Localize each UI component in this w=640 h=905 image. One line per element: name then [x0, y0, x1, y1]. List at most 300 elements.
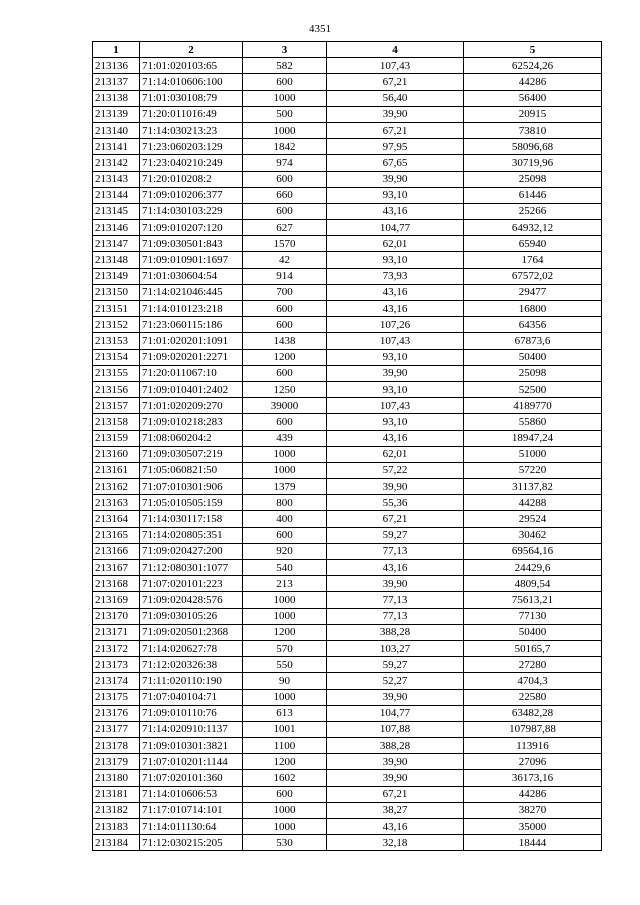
table-row — [93, 705, 602, 721]
value-cell: 64932,12 — [464, 220, 602, 236]
table-row — [93, 106, 602, 122]
rate-cell: 59,27 — [327, 527, 464, 543]
column-header: 5 — [464, 42, 602, 58]
rate-cell: 43,16 — [327, 284, 464, 300]
value-cell: 44286 — [464, 74, 602, 90]
rate-cell: 43,16 — [327, 203, 464, 219]
record-number-cell: 213145 — [93, 203, 140, 219]
record-number-cell: 213179 — [93, 754, 140, 770]
table-row — [93, 592, 602, 608]
area-cell: 42 — [243, 252, 327, 268]
cadastral-number-cell: 71:07:010201:1144 — [140, 754, 243, 770]
table-row — [93, 673, 602, 689]
header-row — [93, 42, 602, 58]
area-cell: 600 — [243, 786, 327, 802]
value-cell: 22580 — [464, 689, 602, 705]
area-cell: 600 — [243, 203, 327, 219]
table-row — [93, 236, 602, 252]
record-number-cell: 213177 — [93, 721, 140, 737]
cadastral-number-cell: 71:14:010123:218 — [140, 301, 243, 317]
table-row — [93, 268, 602, 284]
record-number-cell: 213146 — [93, 220, 140, 236]
value-cell: 113916 — [464, 738, 602, 754]
value-cell: 75613,21 — [464, 592, 602, 608]
record-number-cell: 213143 — [93, 171, 140, 187]
table-row — [93, 58, 602, 74]
area-cell: 600 — [243, 414, 327, 430]
record-number-cell: 213178 — [93, 738, 140, 754]
cadastral-number-cell: 71:05:010505:159 — [140, 495, 243, 511]
rate-cell: 107,43 — [327, 398, 464, 414]
area-cell: 600 — [243, 317, 327, 333]
table-row — [93, 560, 602, 576]
record-number-cell: 213184 — [93, 835, 140, 851]
area-cell: 1000 — [243, 608, 327, 624]
table-row — [93, 171, 602, 187]
rate-cell: 43,16 — [327, 301, 464, 317]
area-cell: 613 — [243, 705, 327, 721]
record-number-cell: 213167 — [93, 560, 140, 576]
rate-cell: 67,65 — [327, 155, 464, 171]
table-row — [93, 284, 602, 300]
rate-cell: 55,36 — [327, 495, 464, 511]
table-row — [93, 430, 602, 446]
value-cell: 4704,3 — [464, 673, 602, 689]
cadastral-number-cell: 71:09:010301:3821 — [140, 738, 243, 754]
cadastral-number-cell: 71:14:021046:445 — [140, 284, 243, 300]
record-number-cell: 213140 — [93, 122, 140, 138]
value-cell: 64356 — [464, 317, 602, 333]
area-cell: 439 — [243, 430, 327, 446]
value-cell: 73810 — [464, 122, 602, 138]
cadastral-number-cell: 71:12:080301:1077 — [140, 560, 243, 576]
value-cell: 57220 — [464, 462, 602, 478]
column-header: 2 — [140, 42, 243, 58]
area-cell: 1438 — [243, 333, 327, 349]
record-number-cell: 213158 — [93, 414, 140, 430]
cadastral-number-cell: 71:01:020103:65 — [140, 58, 243, 74]
value-cell: 58096,68 — [464, 139, 602, 155]
rate-cell: 93,10 — [327, 381, 464, 397]
area-cell: 550 — [243, 657, 327, 673]
cadastral-number-cell: 71:09:030507:219 — [140, 446, 243, 462]
cadastral-number-cell: 71:23:060115:186 — [140, 317, 243, 333]
column-header: 1 — [93, 42, 140, 58]
rate-cell: 107,43 — [327, 58, 464, 74]
table-row — [93, 349, 602, 365]
record-number-cell: 213139 — [93, 106, 140, 122]
column-header: 3 — [243, 42, 327, 58]
rate-cell: 57,22 — [327, 462, 464, 478]
record-number-cell: 213138 — [93, 90, 140, 106]
record-number-cell: 213142 — [93, 155, 140, 171]
area-cell: 1000 — [243, 122, 327, 138]
area-cell: 974 — [243, 155, 327, 171]
value-cell: 63482,28 — [464, 705, 602, 721]
area-cell: 1000 — [243, 802, 327, 818]
record-number-cell: 213148 — [93, 252, 140, 268]
value-cell: 1764 — [464, 252, 602, 268]
value-cell: 25266 — [464, 203, 602, 219]
table-row — [93, 479, 602, 495]
record-number-cell: 213166 — [93, 543, 140, 559]
rate-cell: 93,10 — [327, 252, 464, 268]
table-row — [93, 252, 602, 268]
value-cell: 67873,6 — [464, 333, 602, 349]
area-cell: 1000 — [243, 689, 327, 705]
rate-cell: 388,28 — [327, 624, 464, 640]
record-number-cell: 213168 — [93, 576, 140, 592]
table-row — [93, 576, 602, 592]
record-number-cell: 213161 — [93, 462, 140, 478]
table-row — [93, 624, 602, 640]
cadastral-number-cell: 71:14:010606:53 — [140, 786, 243, 802]
area-cell: 600 — [243, 171, 327, 187]
table-row — [93, 608, 602, 624]
value-cell: 65940 — [464, 236, 602, 252]
value-cell: 62524,26 — [464, 58, 602, 74]
table-row — [93, 802, 602, 818]
area-cell: 500 — [243, 106, 327, 122]
rate-cell: 56,40 — [327, 90, 464, 106]
area-cell: 627 — [243, 220, 327, 236]
cadastral-number-cell: 71:14:030213:23 — [140, 122, 243, 138]
area-cell: 582 — [243, 58, 327, 74]
table-row — [93, 398, 602, 414]
record-number-cell: 213163 — [93, 495, 140, 511]
area-cell: 600 — [243, 527, 327, 543]
area-cell: 1842 — [243, 139, 327, 155]
cadastral-number-cell: 71:14:020910:1137 — [140, 721, 243, 737]
value-cell: 29477 — [464, 284, 602, 300]
record-number-cell: 213180 — [93, 770, 140, 786]
value-cell: 30719,96 — [464, 155, 602, 171]
table-row — [93, 754, 602, 770]
record-number-cell: 213182 — [93, 802, 140, 818]
record-number-cell: 213155 — [93, 365, 140, 381]
record-number-cell: 213151 — [93, 301, 140, 317]
cadastral-number-cell: 71:08:060204:2 — [140, 430, 243, 446]
table-row — [93, 835, 602, 851]
cadastral-number-cell: 71:09:020428:576 — [140, 592, 243, 608]
value-cell: 20915 — [464, 106, 602, 122]
rate-cell: 59,27 — [327, 657, 464, 673]
table-row — [93, 689, 602, 705]
value-cell: 67572,02 — [464, 268, 602, 284]
page-number: 4351 — [309, 23, 331, 35]
rate-cell: 67,21 — [327, 511, 464, 527]
rate-cell: 77,13 — [327, 608, 464, 624]
table-body — [93, 58, 602, 851]
cadastral-number-cell: 71:01:030108:79 — [140, 90, 243, 106]
cadastral-number-cell: 71:20:011067:10 — [140, 365, 243, 381]
table-row — [93, 819, 602, 835]
cadastral-number-cell: 71:14:010606:100 — [140, 74, 243, 90]
value-cell: 69564,16 — [464, 543, 602, 559]
rate-cell: 39,90 — [327, 171, 464, 187]
value-cell: 25098 — [464, 365, 602, 381]
table-row — [93, 495, 602, 511]
area-cell: 39000 — [243, 398, 327, 414]
rate-cell: 39,90 — [327, 365, 464, 381]
rate-cell: 43,16 — [327, 560, 464, 576]
record-number-cell: 213172 — [93, 640, 140, 656]
cadastral-number-cell: 71:12:030215:205 — [140, 835, 243, 851]
cadastral-number-cell: 71:14:020805:351 — [140, 527, 243, 543]
value-cell: 50400 — [464, 624, 602, 640]
record-number-cell: 213147 — [93, 236, 140, 252]
value-cell: 56400 — [464, 90, 602, 106]
rate-cell: 67,21 — [327, 122, 464, 138]
cadastral-number-cell: 71:20:011016:49 — [140, 106, 243, 122]
record-number-cell: 213159 — [93, 430, 140, 446]
record-number-cell: 213160 — [93, 446, 140, 462]
value-cell: 44288 — [464, 495, 602, 511]
rate-cell: 107,88 — [327, 721, 464, 737]
area-cell: 600 — [243, 301, 327, 317]
value-cell: 55860 — [464, 414, 602, 430]
area-cell: 1602 — [243, 770, 327, 786]
area-cell: 1000 — [243, 592, 327, 608]
rate-cell: 77,13 — [327, 543, 464, 559]
record-number-cell: 213156 — [93, 381, 140, 397]
table-row — [93, 721, 602, 737]
area-cell: 914 — [243, 268, 327, 284]
value-cell: 25098 — [464, 171, 602, 187]
value-cell: 16800 — [464, 301, 602, 317]
value-cell: 44286 — [464, 786, 602, 802]
record-number-cell: 213171 — [93, 624, 140, 640]
table-row — [93, 220, 602, 236]
rate-cell: 107,43 — [327, 333, 464, 349]
area-cell: 400 — [243, 511, 327, 527]
area-cell: 1200 — [243, 624, 327, 640]
record-number-cell: 213157 — [93, 398, 140, 414]
rate-cell: 77,13 — [327, 592, 464, 608]
cadastral-number-cell: 71:09:020427:200 — [140, 543, 243, 559]
record-number-cell: 213141 — [93, 139, 140, 155]
record-number-cell: 213150 — [93, 284, 140, 300]
cadastral-number-cell: 71:09:010901:1697 — [140, 252, 243, 268]
rate-cell: 39,90 — [327, 770, 464, 786]
record-number-cell: 213164 — [93, 511, 140, 527]
value-cell: 30462 — [464, 527, 602, 543]
area-cell: 1000 — [243, 446, 327, 462]
value-cell: 52500 — [464, 381, 602, 397]
area-cell: 1250 — [243, 381, 327, 397]
cadastral-number-cell: 71:07:020101:360 — [140, 770, 243, 786]
area-cell: 540 — [243, 560, 327, 576]
record-number-cell: 213153 — [93, 333, 140, 349]
value-cell: 50165,7 — [464, 640, 602, 656]
cadastral-number-cell: 71:14:011130:64 — [140, 819, 243, 835]
table-row — [93, 786, 602, 802]
cadastral-number-cell: 71:09:020201:2271 — [140, 349, 243, 365]
cadastral-number-cell: 71:20:010208:2 — [140, 171, 243, 187]
value-cell: 51000 — [464, 446, 602, 462]
value-cell: 24429,6 — [464, 560, 602, 576]
value-cell: 38270 — [464, 802, 602, 818]
table-row — [93, 74, 602, 90]
cadastral-number-cell: 71:09:010206:377 — [140, 187, 243, 203]
cadastral-number-cell: 71:17:010714:101 — [140, 802, 243, 818]
area-cell: 1570 — [243, 236, 327, 252]
cadastral-number-cell: 71:09:010218:283 — [140, 414, 243, 430]
value-cell: 4809,54 — [464, 576, 602, 592]
value-cell: 77130 — [464, 608, 602, 624]
area-cell: 1100 — [243, 738, 327, 754]
area-cell: 660 — [243, 187, 327, 203]
cadastral-number-cell: 71:09:030105:26 — [140, 608, 243, 624]
cadastral-number-cell: 71:12:020326:38 — [140, 657, 243, 673]
cadastral-number-cell: 71:14:020627:78 — [140, 640, 243, 656]
table-row — [93, 527, 602, 543]
cadastral-number-cell: 71:07:020101:223 — [140, 576, 243, 592]
value-cell: 18947,24 — [464, 430, 602, 446]
record-number-cell: 213137 — [93, 74, 140, 90]
record-number-cell: 213165 — [93, 527, 140, 543]
rate-cell: 388,28 — [327, 738, 464, 754]
rate-cell: 97,95 — [327, 139, 464, 155]
cadastral-number-cell: 71:01:020209:270 — [140, 398, 243, 414]
value-cell: 18444 — [464, 835, 602, 851]
rate-cell: 39,90 — [327, 479, 464, 495]
table-row — [93, 657, 602, 673]
record-number-cell: 213174 — [93, 673, 140, 689]
cadastral-number-cell: 71:05:060821:50 — [140, 462, 243, 478]
value-cell: 27280 — [464, 657, 602, 673]
table-row — [93, 317, 602, 333]
value-cell: 107987,88 — [464, 721, 602, 737]
rate-cell: 39,90 — [327, 106, 464, 122]
table-row — [93, 381, 602, 397]
cadastral-number-cell: 71:09:010401:2402 — [140, 381, 243, 397]
table-row — [93, 414, 602, 430]
rate-cell: 38,27 — [327, 802, 464, 818]
rate-cell: 43,16 — [327, 819, 464, 835]
area-cell: 1001 — [243, 721, 327, 737]
rate-cell: 39,90 — [327, 576, 464, 592]
rate-cell: 62,01 — [327, 446, 464, 462]
record-number-cell: 213181 — [93, 786, 140, 802]
table-row — [93, 139, 602, 155]
record-number-cell: 213169 — [93, 592, 140, 608]
value-cell: 50400 — [464, 349, 602, 365]
cadastral-number-cell: 71:01:020201:1091 — [140, 333, 243, 349]
rate-cell: 67,21 — [327, 786, 464, 802]
area-cell: 600 — [243, 74, 327, 90]
area-cell: 600 — [243, 365, 327, 381]
rate-cell: 93,10 — [327, 349, 464, 365]
table-row — [93, 640, 602, 656]
area-cell: 1200 — [243, 754, 327, 770]
cadastral-number-cell: 71:07:040104:71 — [140, 689, 243, 705]
value-cell: 61446 — [464, 187, 602, 203]
rate-cell: 32,18 — [327, 835, 464, 851]
rate-cell: 104,77 — [327, 705, 464, 721]
rate-cell: 67,21 — [327, 74, 464, 90]
table-row — [93, 462, 602, 478]
cadastral-number-cell: 71:09:010207:120 — [140, 220, 243, 236]
area-cell: 530 — [243, 835, 327, 851]
value-cell: 29524 — [464, 511, 602, 527]
column-header: 4 — [327, 42, 464, 58]
area-cell: 1000 — [243, 462, 327, 478]
rate-cell: 39,90 — [327, 754, 464, 770]
record-number-cell: 213136 — [93, 58, 140, 74]
rate-cell: 39,90 — [327, 689, 464, 705]
table-row — [93, 187, 602, 203]
table-row — [93, 446, 602, 462]
record-number-cell: 213173 — [93, 657, 140, 673]
value-cell: 31137,82 — [464, 479, 602, 495]
cadastral-number-cell: 71:01:030604:54 — [140, 268, 243, 284]
table-row — [93, 543, 602, 559]
rate-cell: 107,26 — [327, 317, 464, 333]
area-cell: 570 — [243, 640, 327, 656]
area-cell: 213 — [243, 576, 327, 592]
cadastral-number-cell: 71:14:030103:229 — [140, 203, 243, 219]
cadastral-number-cell: 71:09:020501:2368 — [140, 624, 243, 640]
area-cell: 920 — [243, 543, 327, 559]
record-number-cell: 213149 — [93, 268, 140, 284]
rate-cell: 52,27 — [327, 673, 464, 689]
cadastral-number-cell: 71:11:020110:190 — [140, 673, 243, 689]
data-table — [92, 41, 602, 851]
area-cell: 1200 — [243, 349, 327, 365]
value-cell: 35000 — [464, 819, 602, 835]
record-number-cell: 213144 — [93, 187, 140, 203]
record-number-cell: 213176 — [93, 705, 140, 721]
table-row — [93, 333, 602, 349]
area-cell: 800 — [243, 495, 327, 511]
table-row — [93, 511, 602, 527]
cadastral-number-cell: 71:23:040210:249 — [140, 155, 243, 171]
table-row — [93, 770, 602, 786]
rate-cell: 103,27 — [327, 640, 464, 656]
rate-cell: 93,10 — [327, 414, 464, 430]
value-cell: 36173,16 — [464, 770, 602, 786]
record-number-cell: 213152 — [93, 317, 140, 333]
cadastral-number-cell: 71:09:010110:76 — [140, 705, 243, 721]
rate-cell: 104,77 — [327, 220, 464, 236]
rate-cell: 93,10 — [327, 187, 464, 203]
table-row — [93, 155, 602, 171]
record-number-cell: 213154 — [93, 349, 140, 365]
area-cell: 90 — [243, 673, 327, 689]
table-row — [93, 122, 602, 138]
area-cell: 1000 — [243, 90, 327, 106]
record-number-cell: 213183 — [93, 819, 140, 835]
area-cell: 700 — [243, 284, 327, 300]
record-number-cell: 213162 — [93, 479, 140, 495]
table-row — [93, 90, 602, 106]
record-number-cell: 213175 — [93, 689, 140, 705]
rate-cell: 43,16 — [327, 430, 464, 446]
area-cell: 1000 — [243, 819, 327, 835]
cadastral-number-cell: 71:07:010301:906 — [140, 479, 243, 495]
cadastral-number-cell: 71:09:030501:843 — [140, 236, 243, 252]
table-row — [93, 365, 602, 381]
record-number-cell: 213170 — [93, 608, 140, 624]
cadastral-number-cell: 71:23:060203:129 — [140, 139, 243, 155]
area-cell: 1379 — [243, 479, 327, 495]
value-cell: 4189770 — [464, 398, 602, 414]
table-row — [93, 203, 602, 219]
rate-cell: 62,01 — [327, 236, 464, 252]
table-row — [93, 301, 602, 317]
table-row — [93, 738, 602, 754]
